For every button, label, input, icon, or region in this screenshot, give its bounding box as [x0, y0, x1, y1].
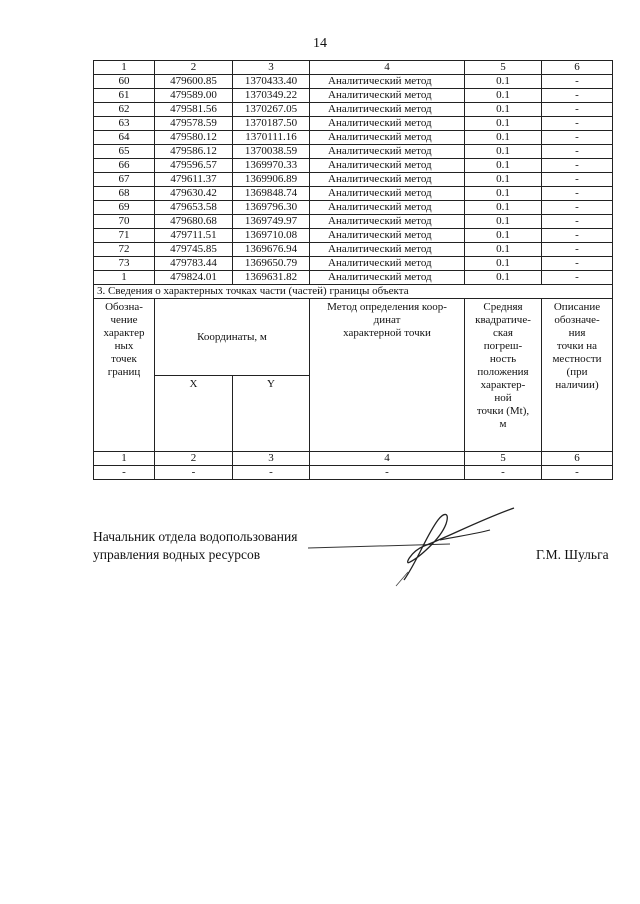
- header-line: характер: [103, 327, 145, 339]
- cell-y: 1369848.74: [233, 187, 310, 201]
- cell-x: 479824.01: [155, 271, 233, 285]
- cell-y: 1370111.16: [233, 131, 310, 145]
- table-row: [94, 159, 613, 173]
- cell-y: 1369796.30: [233, 201, 310, 215]
- header-mt: [465, 299, 542, 452]
- cell-y: 1370349.22: [233, 89, 310, 103]
- table-row: [94, 145, 613, 159]
- handwritten-signature: [300, 500, 540, 590]
- table-row: [94, 229, 613, 243]
- cell-desc: -: [542, 131, 613, 145]
- cell-x: 479630.42: [155, 187, 233, 201]
- cell-y: 1369710.08: [233, 229, 310, 243]
- column-number: 4: [310, 61, 465, 75]
- cell-method: Аналитический метод: [310, 117, 465, 131]
- cell-desc: -: [542, 201, 613, 215]
- header-line: погреш-: [483, 340, 523, 352]
- empty-cell: -: [155, 466, 233, 480]
- cell-mt: 0.1: [465, 271, 542, 285]
- column-number: 5: [465, 452, 542, 466]
- table-row: [94, 257, 613, 271]
- header-line: (при: [566, 366, 588, 378]
- header-line: чение: [110, 314, 138, 326]
- column-number-row: [94, 61, 613, 75]
- section3-header-row: [94, 299, 613, 376]
- position-line: управления водных ресурсов: [93, 547, 261, 562]
- header-line: Обозна-: [105, 301, 143, 313]
- header-line: ская: [492, 327, 513, 339]
- cell-x: 479611.37: [155, 173, 233, 187]
- page-number: 14: [313, 36, 327, 51]
- header-line: квадратиче-: [475, 314, 531, 326]
- header-description: [542, 299, 613, 452]
- cell-desc: -: [542, 229, 613, 243]
- cell-point: 68: [94, 187, 155, 201]
- table-row: [94, 271, 613, 285]
- column-number: 3: [233, 61, 310, 75]
- cell-point: 73: [94, 257, 155, 271]
- cell-mt: 0.1: [465, 89, 542, 103]
- signatory-position: [93, 528, 297, 564]
- header-line: местности: [552, 353, 602, 365]
- signatory-name: Г.М. Шульга: [536, 547, 609, 562]
- header-method: [310, 299, 465, 452]
- cell-x: 479589.00: [155, 89, 233, 103]
- column-number: 1: [94, 452, 155, 466]
- cell-desc: -: [542, 89, 613, 103]
- cell-method: Аналитический метод: [310, 131, 465, 145]
- cell-method: Аналитический метод: [310, 145, 465, 159]
- cell-x: 479581.56: [155, 103, 233, 117]
- column-number: 5: [465, 61, 542, 75]
- cell-method: Аналитический метод: [310, 75, 465, 89]
- cell-mt: 0.1: [465, 243, 542, 257]
- header-line: обозначе-: [554, 314, 600, 326]
- cell-method: Аналитический метод: [310, 103, 465, 117]
- cell-method: Аналитический метод: [310, 89, 465, 103]
- cell-y: 1369631.82: [233, 271, 310, 285]
- header-line: Метод определения коор-: [327, 301, 447, 313]
- column-number: 6: [542, 61, 613, 75]
- header-line: м: [499, 418, 507, 430]
- cell-point: 1: [94, 271, 155, 285]
- coordinates-table: [93, 60, 613, 480]
- cell-point: 61: [94, 89, 155, 103]
- cell-desc: -: [542, 243, 613, 257]
- cell-mt: 0.1: [465, 215, 542, 229]
- table-row: [94, 201, 613, 215]
- cell-desc: -: [542, 187, 613, 201]
- position-line: Начальник отдела водопользования: [93, 529, 298, 544]
- cell-point: 69: [94, 201, 155, 215]
- header-point-designation: [94, 299, 155, 452]
- cell-x: 479596.57: [155, 159, 233, 173]
- cell-x: 479586.12: [155, 145, 233, 159]
- cell-point: 60: [94, 75, 155, 89]
- cell-x: 479711.51: [155, 229, 233, 243]
- cell-desc: -: [542, 75, 613, 89]
- cell-x: 479653.58: [155, 201, 233, 215]
- cell-mt: 0.1: [465, 229, 542, 243]
- empty-cell: -: [233, 466, 310, 480]
- cell-x: 479783.44: [155, 257, 233, 271]
- cell-x: 479745.85: [155, 243, 233, 257]
- table-row: [94, 243, 613, 257]
- header-line: ния: [568, 327, 586, 339]
- cell-x: 479578.59: [155, 117, 233, 131]
- table-row: [94, 131, 613, 145]
- header-line: положения: [477, 366, 529, 378]
- cell-point: 71: [94, 229, 155, 243]
- column-number: 2: [155, 61, 233, 75]
- header-line: точек: [111, 353, 137, 365]
- cell-method: Аналитический метод: [310, 201, 465, 215]
- table-row: [94, 89, 613, 103]
- cell-mt: 0.1: [465, 201, 542, 215]
- column-number: 1: [94, 61, 155, 75]
- cell-desc: -: [542, 257, 613, 271]
- cell-y: 1370187.50: [233, 117, 310, 131]
- table-row: [94, 117, 613, 131]
- cell-y: 1369970.33: [233, 159, 310, 173]
- table-row: [94, 75, 613, 89]
- cell-mt: 0.1: [465, 131, 542, 145]
- section3-empty-row: [94, 466, 613, 480]
- cell-desc: -: [542, 173, 613, 187]
- table-row: [94, 173, 613, 187]
- cell-desc: -: [542, 159, 613, 173]
- cell-point: 72: [94, 243, 155, 257]
- header-y: Y: [233, 375, 310, 452]
- cell-point: 66: [94, 159, 155, 173]
- cell-mt: 0.1: [465, 117, 542, 131]
- cell-mt: 0.1: [465, 145, 542, 159]
- empty-cell: -: [94, 466, 155, 480]
- header-line: ность: [489, 353, 517, 365]
- header-line: Средняя: [483, 301, 523, 313]
- header-line: точки на: [556, 340, 598, 352]
- header-line: динат: [373, 314, 401, 326]
- cell-point: 63: [94, 117, 155, 131]
- cell-desc: -: [542, 215, 613, 229]
- cell-desc: -: [542, 271, 613, 285]
- cell-x: 479580.12: [155, 131, 233, 145]
- empty-cell: -: [542, 466, 613, 480]
- column-number: 4: [310, 452, 465, 466]
- section-title-row: [94, 285, 613, 299]
- cell-mt: 0.1: [465, 75, 542, 89]
- table-row: [94, 215, 613, 229]
- section3-number-row: [94, 452, 613, 466]
- cell-point: 70: [94, 215, 155, 229]
- cell-mt: 0.1: [465, 257, 542, 271]
- header-coordinates: Координаты, м: [155, 299, 310, 376]
- cell-mt: 0.1: [465, 159, 542, 173]
- cell-method: Аналитический метод: [310, 257, 465, 271]
- header-line: точки (Mt),: [476, 405, 530, 417]
- cell-point: 62: [94, 103, 155, 117]
- cell-y: 1370267.05: [233, 103, 310, 117]
- header-line: Описание: [553, 301, 601, 313]
- cell-method: Аналитический метод: [310, 187, 465, 201]
- cell-desc: -: [542, 103, 613, 117]
- cell-y: 1369676.94: [233, 243, 310, 257]
- cell-method: Аналитический метод: [310, 243, 465, 257]
- header-x: X: [155, 375, 233, 452]
- cell-desc: -: [542, 117, 613, 131]
- cell-mt: 0.1: [465, 103, 542, 117]
- cell-method: Аналитический метод: [310, 173, 465, 187]
- cell-y: 1369749.97: [233, 215, 310, 229]
- cell-x: 479680.68: [155, 215, 233, 229]
- cell-y: 1370433.40: [233, 75, 310, 89]
- cell-method: Аналитический метод: [310, 215, 465, 229]
- cell-method: Аналитический метод: [310, 229, 465, 243]
- empty-cell: -: [310, 466, 465, 480]
- cell-y: 1370038.59: [233, 145, 310, 159]
- column-number: 3: [233, 452, 310, 466]
- header-line: наличии): [555, 379, 599, 391]
- cell-point: 64: [94, 131, 155, 145]
- table-row: [94, 187, 613, 201]
- header-line: ных: [114, 340, 134, 352]
- cell-x: 479600.85: [155, 75, 233, 89]
- section-title: 3. Сведения о характерных точках части (частей) границы объекта: [94, 285, 613, 299]
- cell-point: 65: [94, 145, 155, 159]
- cell-desc: -: [542, 145, 613, 159]
- header-line: характер-: [480, 379, 526, 391]
- cell-method: Аналитический метод: [310, 271, 465, 285]
- header-line: границ: [107, 366, 141, 378]
- column-number: 2: [155, 452, 233, 466]
- header-line: ной: [494, 392, 512, 404]
- cell-y: 1369906.89: [233, 173, 310, 187]
- cell-point: 67: [94, 173, 155, 187]
- column-number: 6: [542, 452, 613, 466]
- cell-mt: 0.1: [465, 187, 542, 201]
- cell-mt: 0.1: [465, 173, 542, 187]
- table-row: [94, 103, 613, 117]
- cell-y: 1369650.79: [233, 257, 310, 271]
- cell-method: Аналитический метод: [310, 159, 465, 173]
- empty-cell: -: [465, 466, 542, 480]
- header-line: характерной точки: [343, 327, 431, 339]
